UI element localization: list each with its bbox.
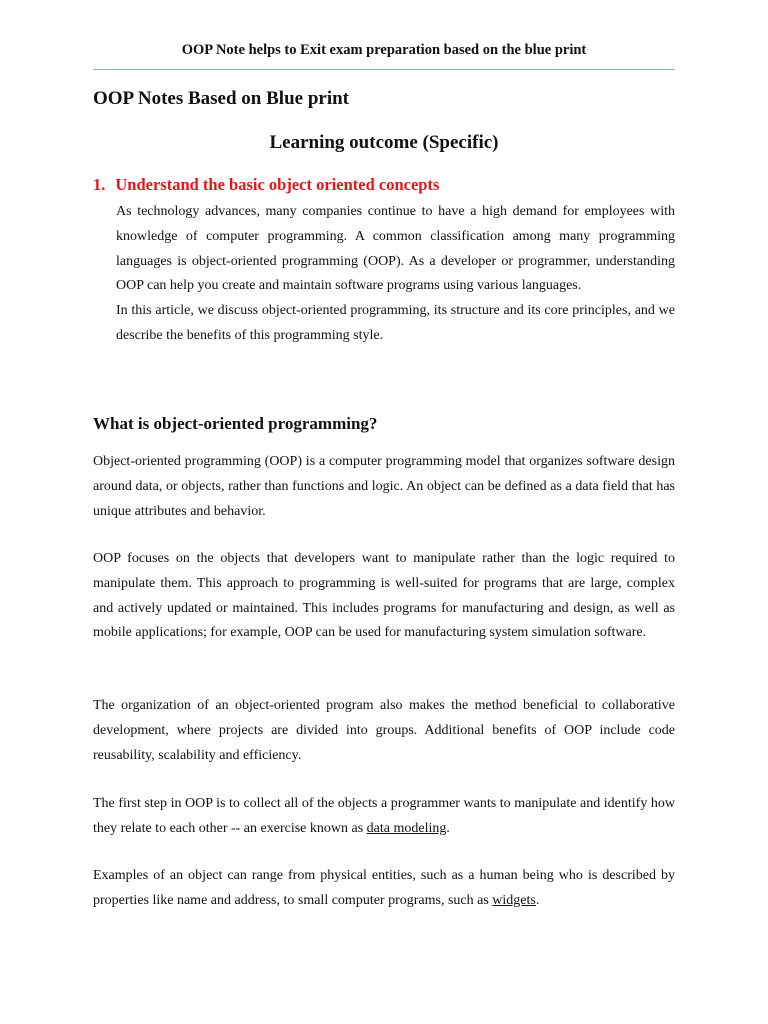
section-1-paragraph: In this article, we discuss object-oriented programming, its structure and its core principles, and we describe the benefits of this programming style. <box>116 303 675 343</box>
paragraph-text-span: . <box>535 892 540 908</box>
body-paragraph-5 <box>93 864 675 914</box>
body-paragraph-3 <box>93 694 675 768</box>
data-modeling-link[interactable]: data modeling <box>366 820 447 836</box>
running-header: OOP Note helps to Exit exam preparation based on the blue print <box>181 42 587 58</box>
paragraph-text-span: Examples of an object can range from physical entities, such as a human being who is described by properties like name and address, to small computer programs, such as <box>93 868 675 908</box>
section-1-heading <box>93 174 675 196</box>
section-1 <box>93 174 675 349</box>
section-1-number: 1. <box>93 175 106 194</box>
header-divider <box>93 69 675 70</box>
document-title: OOP Notes Based on Blue print <box>93 88 349 109</box>
section-1-body <box>116 200 675 349</box>
section-1-paragraph: As technology advances, many companies continue to have a high demand for employees with knowledge of computer programming. A common classification among many programming languages is object-oriented programming (OOP). As a developer or programmer, understanding OOP can help you create and maintain software programs using various languages. <box>116 204 675 294</box>
paragraph-text <box>93 864 675 914</box>
paragraph-text: The organization of an object-oriented program also makes the method beneficial to collaborative development, where projects are divided into groups. Additional benefits of OOP include code reusability, scalability and efficiency. <box>93 698 675 763</box>
body-paragraph-4 <box>93 792 675 842</box>
what-is-oop-heading: What is object-oriented programming? <box>93 414 378 433</box>
section-1-title: Understand the basic object oriented concepts <box>115 175 440 194</box>
body-paragraph-2 <box>93 547 675 646</box>
paragraph-text-span: . <box>446 820 450 836</box>
paragraph-text: OOP focuses on the objects that developers want to manipulate rather than the logic required to manipulate them. This approach to programming is well-suited for programs that are large, complex and actively updated or maintained. This includes programs for manufacturing and design, as well as mobile applications; for example, OOP can be used for manufacturing system simulation software. <box>93 551 675 641</box>
paragraph-text <box>93 792 675 842</box>
widgets-link[interactable]: widgets <box>492 892 536 908</box>
document-subtitle: Learning outcome (Specific) <box>269 132 499 153</box>
body-paragraph-1 <box>93 450 675 524</box>
paragraph-text: Object-oriented programming (OOP) is a computer programming model that organizes software design around data, or objects, rather than functions and logic. An object can be defined as a data field that has unique attributes and behavior. <box>93 454 675 519</box>
paragraph-text-span: The first step in OOP is to collect all of the objects a programmer wants to manipulate and identify how they relate to each other -- an exercise known as <box>93 796 675 836</box>
